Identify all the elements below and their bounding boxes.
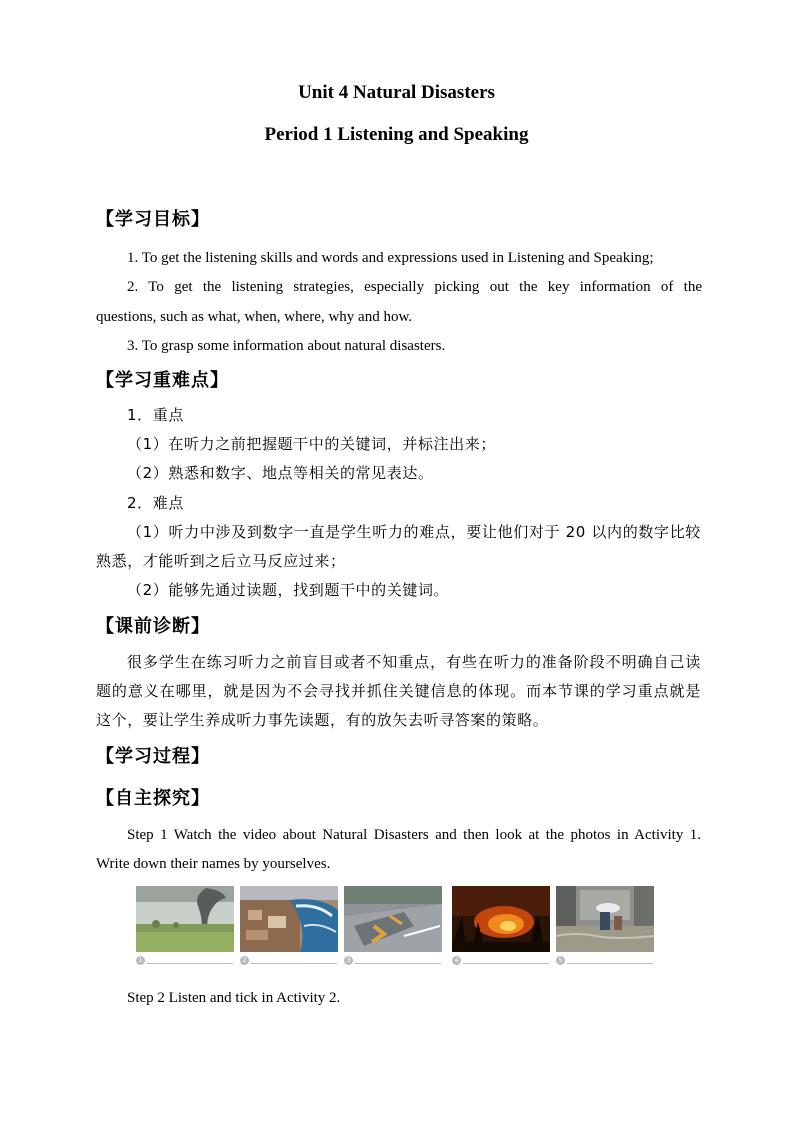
answer-blank-4 xyxy=(463,963,549,964)
photo-number-4: 4 xyxy=(452,956,461,965)
focus-item-2: （2）熟悉和数字、地点等相关的常见表达。 xyxy=(127,464,434,482)
tornado-photo xyxy=(136,886,234,952)
answer-blank-1 xyxy=(147,963,233,964)
difficulty-item-2: （2）能够先通过读题，找到题干中的关键词。 xyxy=(127,581,450,599)
activity1-photo-strip xyxy=(136,886,656,968)
page-title: Unit 4 Natural Disasters xyxy=(298,82,495,103)
objective-item-3: 3. To grasp some information about natural disasters. xyxy=(127,338,446,354)
diagnosis-line-3: 这个，要让学生养成听力事先读题，有的放矢去听寻答案的策略。 xyxy=(96,711,549,729)
diagnosis-line-2: 题的意义在哪里，就是因为不会寻找并抓住关键信息的体现。而本节课的学习重点就是 xyxy=(96,682,701,700)
section-heading-process: 【学习过程】 xyxy=(96,746,210,767)
section-heading-explore: 【自主探究】 xyxy=(96,788,210,809)
photo-caption-5 xyxy=(556,956,654,966)
section-heading-key-points: 【学习重难点】 xyxy=(96,370,229,391)
photo-caption-3 xyxy=(344,956,442,966)
section-heading-diagnosis: 【课前诊断】 xyxy=(96,616,210,637)
flood-photo xyxy=(556,886,654,952)
objective-item-1: 1. To get the listening skills and words and expressions used in Listening and Speaking; xyxy=(127,250,654,266)
wildfire-photo xyxy=(452,886,550,952)
photo-caption-1 xyxy=(136,956,234,966)
diagnosis-line-1: 很多学生在练习听力之前盲目或者不知重点，有些在听力的准备阶段不明确自己读 xyxy=(127,653,701,671)
step2-instruction: Step 2 Listen and tick in Activity 2. xyxy=(127,990,341,1006)
photo-number-3: 3 xyxy=(344,956,353,965)
page-subtitle: Period 1 Listening and Speaking xyxy=(264,124,529,145)
difficulty-item-1-cont: 熟悉，才能听到之后立马反应过来； xyxy=(96,552,346,570)
section-heading-objectives: 【学习目标】 xyxy=(96,209,210,230)
photo-number-2: 2 xyxy=(240,956,249,965)
focus-item-1: （1）在听力之前把握题干中的关键词，并标注出来； xyxy=(127,435,496,453)
difficulty-item-1: （1）听力中涉及到数字一直是学生听力的难点，要让他们对于 20 以内的数字比较 xyxy=(127,523,701,541)
earthquake-photo xyxy=(344,886,442,952)
photo-number-1: 1 xyxy=(136,956,145,965)
answer-blank-3 xyxy=(355,963,441,964)
tsunami-photo xyxy=(240,886,338,952)
objective-item-2-cont: questions, such as what, when, where, why and how. xyxy=(96,309,413,325)
focus-label: 1．重点 xyxy=(127,406,184,424)
step1-instruction-cont: Write down their names by yourselves. xyxy=(96,856,331,872)
step1-instruction: Step 1 Watch the video about Natural Disasters and then look at the photos in Activity 1. xyxy=(127,827,701,843)
photo-caption-4 xyxy=(452,956,550,966)
answer-blank-5 xyxy=(567,963,653,964)
difficulty-label: 2．难点 xyxy=(127,494,184,512)
answer-blank-2 xyxy=(251,963,337,964)
objective-item-2: 2. To get the listening strategies, especially picking out the key information of the xyxy=(127,279,702,295)
photo-number-5: 5 xyxy=(556,956,565,965)
photo-caption-2 xyxy=(240,956,338,966)
